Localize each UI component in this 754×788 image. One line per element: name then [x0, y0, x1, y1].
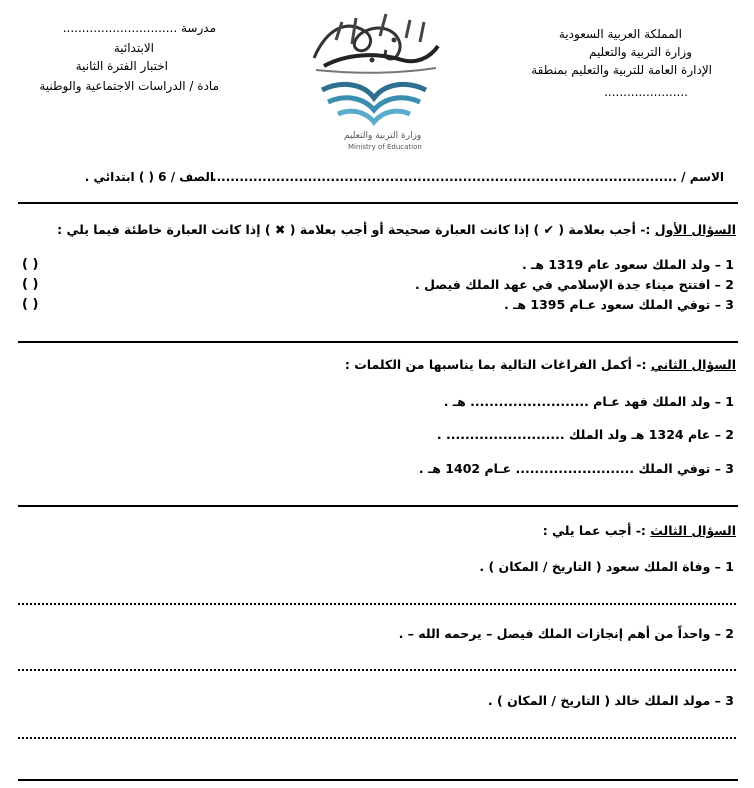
- q1-item-1: 1 – ولد الملك سعود عام 1319 هـ .: [521, 257, 734, 272]
- divider-3: [18, 505, 738, 507]
- divider-4: [18, 779, 738, 781]
- q3-title: [543, 523, 736, 538]
- q1-title: [57, 222, 736, 237]
- q3-item-1: 1 – وفاة الملك سعود ( التاريخ / المكان ) .: [479, 559, 734, 574]
- q3-item-2: 2 – واحداً من أهم إنجازات الملك فيصل – يرحمه الله – .: [398, 626, 734, 641]
- q3-label: السؤال الثالث: [650, 523, 736, 538]
- q2-title: [345, 357, 736, 372]
- q3-prompt: :- أجب عما يلي :: [542, 523, 646, 538]
- q1-answer-box-1[interactable]: ( ): [22, 257, 39, 272]
- header-right-line4: ......................: [604, 85, 688, 99]
- header-subject: مادة / الدراسات الاجتماعية والوطنية: [39, 79, 219, 93]
- q2-item-3[interactable]: 3 – توفي الملك ......................... عـام 1402 هـ .: [418, 461, 734, 476]
- header-right-line2: وزارة التربية والتعليم: [588, 45, 692, 59]
- student-name-line[interactable]: الاسم / ......................................................................................................: [212, 170, 724, 184]
- header-level: الابتدائية: [113, 41, 154, 55]
- q1-answer-box-2[interactable]: ( ): [22, 277, 39, 292]
- q3-answer-line-3[interactable]: [18, 737, 736, 739]
- header-exam: اختبار الفترة الثانية: [75, 59, 168, 73]
- q1-prompt: :- أجب بعلامة ( ✔ ) إذا كانت العبارة صحيحة أو أجب بعلامة ( ✖ ) إذا كانت العبارة خاطئة فيما يلي :: [57, 222, 651, 237]
- q2-label: السؤال الثاني: [650, 357, 736, 372]
- ministry-name-arabic: وزارة التربية والتعليم: [344, 131, 422, 141]
- q3-answer-line-2[interactable]: [18, 669, 736, 671]
- ministry-book-logo: [318, 80, 430, 130]
- q3-item-3: 3 – مولد الملك خالد ( التاريخ / المكان ) .: [487, 693, 734, 708]
- ministry-name-english: Ministry of Education: [348, 143, 422, 151]
- q3-answer-line-1[interactable]: [18, 603, 736, 605]
- q2-item-1[interactable]: 1 – ولد الملك فهد عـام ......................... هـ .: [443, 394, 734, 409]
- header-right-line3: الإدارة العامة للتربية والتعليم بمنطقة: [531, 63, 712, 77]
- q2-item-2[interactable]: 2 – عام 1324 هـ ولد الملك ......................... .: [436, 427, 734, 442]
- basmala-calligraphy-logo: [306, 10, 446, 76]
- q1-label: السؤال الأول: [654, 222, 736, 237]
- header-school: مدرسة ..............................: [62, 21, 216, 35]
- student-class-line[interactable]: الصف / 6 ( ) ابتدائي .: [84, 170, 214, 184]
- q1-item-2: 2 – افتتح ميناء جدة الإسلامي في عهد الملك فيصل .: [414, 277, 734, 292]
- q1-answer-box-3[interactable]: ( ): [22, 297, 39, 312]
- q1-item-3: 3 – توفي الملك سعود عـام 1395 هـ .: [504, 297, 734, 312]
- q2-prompt: :- أكمل الفراغات التالية بما يناسبها من الكلمات :: [344, 357, 647, 372]
- divider-1: [18, 202, 738, 204]
- header-right-line1: المملكة العربية السعودية: [558, 27, 682, 41]
- divider-2: [18, 341, 738, 343]
